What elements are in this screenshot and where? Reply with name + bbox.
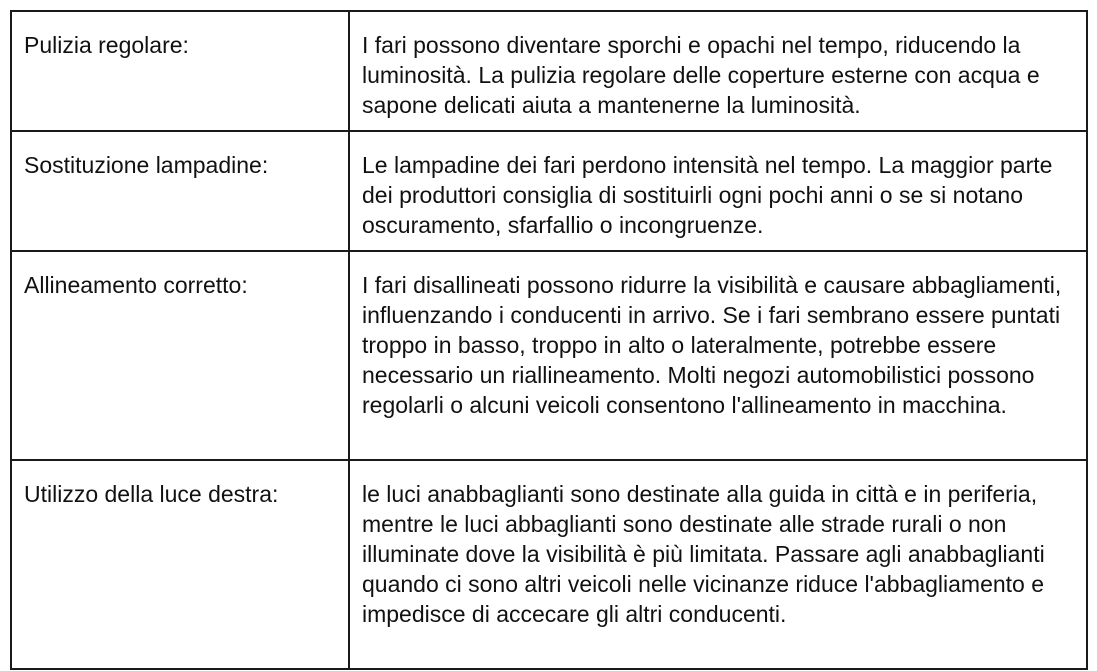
row-label: Sostituzione lampadine: bbox=[11, 131, 349, 251]
row-label: Utilizzo della luce destra: bbox=[11, 460, 349, 669]
row-label: Allineamento corretto: bbox=[11, 251, 349, 460]
row-description: Le lampadine dei fari perdono intensità nel tempo. La maggior parte dei produttori consiglia di sostituirli ogni pochi anni o se si notano oscuramento, sfarfallio o incongruenze. bbox=[349, 131, 1087, 251]
table-row bbox=[11, 460, 1087, 669]
row-description: I fari possono diventare sporchi e opachi nel tempo, riducendo la luminosità. La pulizia regolare delle coperture esterne con acqua e sapone delicati aiuta a mantenerne la luminosità. bbox=[349, 11, 1087, 131]
row-description: I fari disallineati possono ridurre la visibilità e causare abbagliamenti, influenzando i conducenti in arrivo. Se i fari sembrano essere puntati troppo in basso, troppo in alto o lateralmente, potrebbe essere necessario un riallineamento. Molti negozi automobilistici possono regolarli o alcuni veicoli consentono l'allineamento in macchina. bbox=[349, 251, 1087, 460]
table-row bbox=[11, 11, 1087, 131]
row-label: Pulizia regolare: bbox=[11, 11, 349, 131]
row-description: le luci anabbaglianti sono destinate alla guida in città e in periferia, mentre le luci abbaglianti sono destinate alle strade rurali o non illuminate dove la visibilità è più limitata. Passare agli anabbaglianti quando ci sono altri veicoli nelle vicinanze riduce l'abbagliamento e impedisce di accecare gli altri conducenti. bbox=[349, 460, 1087, 669]
headlight-tips-table bbox=[10, 10, 1088, 670]
table-row bbox=[11, 251, 1087, 460]
table-row bbox=[11, 131, 1087, 251]
